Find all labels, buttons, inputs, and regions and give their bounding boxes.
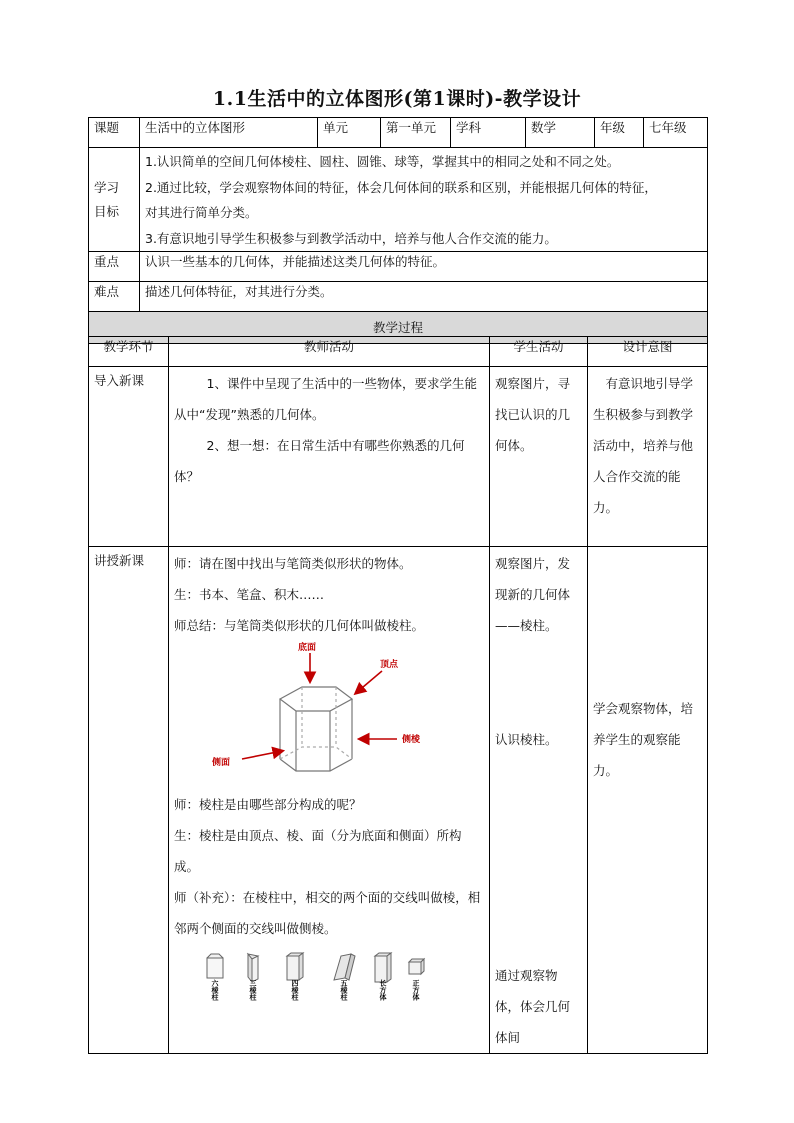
topic-label: 课题 [89, 118, 140, 148]
column-header-row [89, 337, 708, 367]
shape-label: 六棱柱 [211, 979, 219, 1001]
objective-item: 3.有意识地引导学生积极参与到教学活动中，培养与他人合作交流的能力。 [145, 230, 557, 246]
subject-label: 学科 [451, 118, 526, 148]
section-new-name: 讲授新课 [89, 547, 169, 1054]
process-header: 教学过程 [89, 312, 708, 344]
section-intro-student: 观察图片，寻找已认识的几何体。 [490, 367, 588, 547]
label-side-face: 侧面 [212, 758, 231, 768]
section-intro-row [89, 367, 708, 547]
col-stage: 教学环节 [89, 337, 169, 367]
objectives-row [89, 148, 708, 252]
grade-label: 年级 [595, 118, 644, 148]
col-intent: 设计意图 [588, 337, 708, 367]
difficulty-row [89, 282, 708, 312]
shape-label: 四棱柱 [291, 979, 299, 1001]
objective-item: 对其进行简单分类。 [145, 205, 258, 220]
key-point-label: 重点 [89, 252, 140, 282]
shape-label: 长方体 [379, 979, 387, 1001]
section-intro-intent: 有意识地引导学生积极参与到教学活动中，培养与他人合作交流的能力。 [588, 367, 708, 547]
col-student: 学生活动 [490, 337, 588, 367]
shape-label: 五棱柱 [340, 979, 348, 1001]
label-side-edge: 侧棱 [402, 735, 421, 745]
shape-label: 三棱柱 [249, 979, 257, 1001]
subject-value: 数学 [526, 118, 595, 148]
section-intro-name: 导入新课 [89, 367, 169, 547]
key-point-row [89, 252, 708, 282]
face-arrow [242, 751, 282, 759]
section-new-student: 观察图片，发现新的几何体——棱柱。 认识棱柱。 通过观察物体，体会几何体间 [490, 547, 588, 1054]
unit-value: 第一单元 [381, 118, 451, 148]
key-point-value: 认识一些基本的几何体，并能描述这类几何体的特征。 [140, 252, 708, 282]
hexagonal-prism-small [207, 954, 223, 978]
prism-diagram [202, 641, 442, 781]
process-table [88, 336, 708, 1054]
pentagonal-prism-small [334, 954, 355, 980]
lesson-plan-table [88, 117, 708, 344]
objectives-label: 学习 目标 [89, 148, 140, 252]
grade-value: 七年级 [644, 118, 708, 148]
difficulty-value: 描述几何体特征，对其进行分类。 [140, 282, 708, 312]
info-row [89, 118, 708, 148]
section-new-teacher: 师：请在图中找出与笔筒类似形状的物体。 生：书本、笔盒、积木…… 师总结：与笔筒类似形状的几何体叫做棱柱。 底面 顶点 侧棱 侧面 师：棱柱是由哪些部分构成的呢？ 生：棱柱是由顶点、棱、面（分为底面和侧面）所构成。 师（补充）：在棱柱中，相交的两个面的交线叫做棱，相邻两个侧面的交线叫做侧棱。 六棱柱 三棱柱 四棱柱 五棱柱 长方体 正方体 [169, 547, 490, 1054]
objectives-content [140, 148, 708, 252]
col-teacher: 教师活动 [169, 337, 490, 367]
section-new-row [89, 547, 708, 1054]
label-vertex: 顶点 [380, 660, 399, 670]
objective-item: 1.认识简单的空间几何体棱柱、圆柱、圆锥、球等，掌握其中的相同之处和不同之处。 [145, 154, 620, 169]
vertex-arrow [356, 671, 382, 693]
section-new-intent: 学会观察物体，培养学生的观察能力。 [588, 547, 708, 1054]
section-intro-teacher: 1、课件中呈现了生活中的一些物体，要求学生能从中“发现”熟悉的几何体。 2、想一想：在日常生活中有哪些你熟悉的几何体？ [169, 367, 490, 547]
shape-label: 正方体 [412, 979, 420, 1001]
objective-item: 2.通过比较，学会观察物体间的特征，体会几何体间的联系和区别，并能根据几何体的特征， [145, 179, 657, 195]
prism-types-figure [199, 950, 499, 1022]
cuboid-small [375, 953, 391, 982]
triangular-prism-small [248, 954, 258, 982]
topic-value: 生活中的立体图形 [140, 118, 318, 148]
unit-label: 单元 [318, 118, 381, 148]
page-title: 1.1生活中的立体图形(第1课时)-教学设计 [212, 88, 582, 110]
label-base: 底面 [298, 643, 317, 653]
hexagonal-prism [280, 687, 352, 771]
difficulty-label: 难点 [89, 282, 140, 312]
quadrangular-prism-small [287, 953, 303, 980]
cube-small [409, 959, 424, 974]
